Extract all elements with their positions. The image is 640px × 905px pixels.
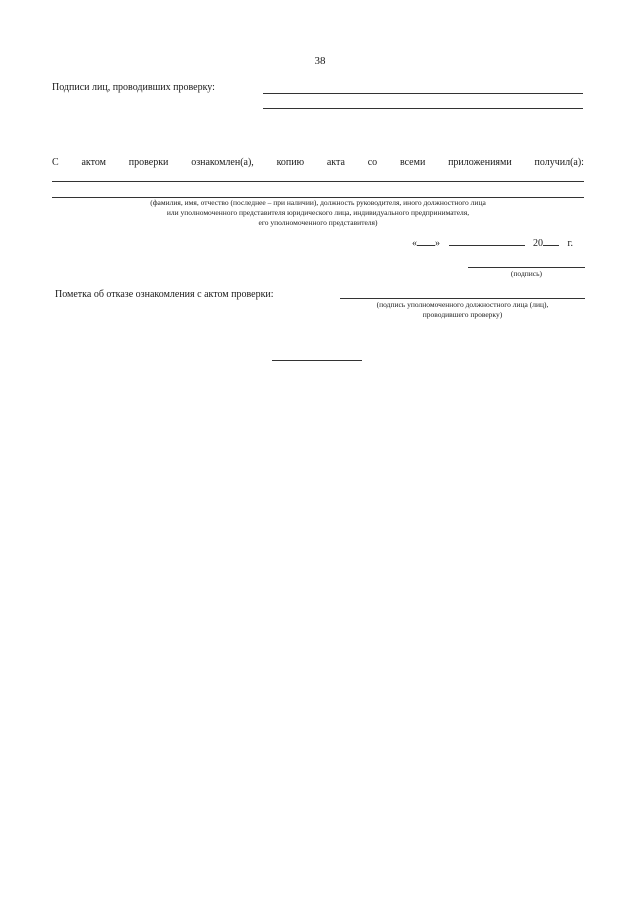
caption-line: (подпись уполномоченного должностного лица (лиц), xyxy=(376,300,549,309)
date-line xyxy=(412,236,573,249)
page-number: 38 xyxy=(314,55,326,67)
ack-word: приложениями xyxy=(448,157,512,168)
day-blank xyxy=(417,236,435,246)
acknowledgement-text xyxy=(52,157,584,168)
ack-word: ознакомлен(а), xyxy=(191,157,254,168)
refusal-label: Пометка об отказе ознакомления с актом проверки: xyxy=(55,289,274,300)
ack-word: получил(а): xyxy=(534,157,584,168)
ack-word: копию xyxy=(276,157,305,168)
inspectors-signatures-label: Подписи лиц, проводивших проверку: xyxy=(52,82,215,93)
date-open-quote: « xyxy=(412,238,417,249)
refusal-signature-line xyxy=(340,298,585,299)
year-blank xyxy=(543,236,559,246)
ack-word: акта xyxy=(326,157,345,168)
ack-word: проверки xyxy=(128,157,169,168)
acknowledgement-line-1 xyxy=(52,181,584,182)
ack-word: всеми xyxy=(399,157,426,168)
signature-line xyxy=(468,267,585,268)
caption-line: его уполномоченного представителя) xyxy=(258,218,378,227)
inspector-signature-line-1 xyxy=(263,93,583,94)
year-prefix: 20 xyxy=(533,238,543,249)
ack-word: со xyxy=(367,157,378,168)
refusal-caption xyxy=(340,300,585,320)
year-suffix: г. xyxy=(567,238,573,249)
signature-caption: (подпись) xyxy=(510,269,543,278)
end-of-document-line xyxy=(272,360,362,361)
month-blank xyxy=(449,236,525,246)
caption-line: проводившего проверку) xyxy=(422,310,503,319)
ack-word: С xyxy=(52,157,59,168)
ack-word: актом xyxy=(81,157,106,168)
acknowledgement-caption xyxy=(52,198,584,228)
inspector-signature-line-2 xyxy=(263,108,583,109)
date-close-quote: » xyxy=(435,238,440,249)
caption-line: (фамилия, имя, отчество (последнее – при наличии), должность руководителя, иного должностного лица xyxy=(150,198,486,207)
caption-line: или уполномоченного представителя юридического лица, индивидуального предпринимателя, xyxy=(166,208,470,217)
